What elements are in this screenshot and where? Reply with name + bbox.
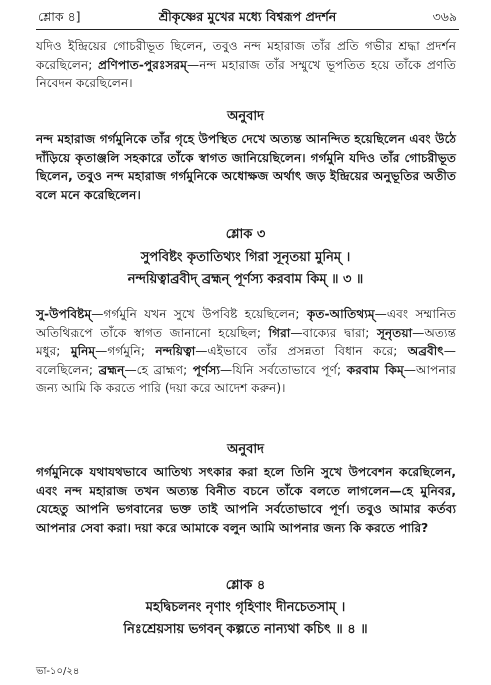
translation-paragraph-2: গর্গমুনিকে যথাযথভাবে আতিথ্য সৎকার করা হলে তিনি সুখে উপবেশন করেছিলেন, এবং নন্দ মহারাজ তখন অত্যন্ত বিনীত বচনে তাঁকে বলতে লাগলেন—হে মুনিবর, যেহেতু আপনি ভগবানের ভক্ত তাই আপনি সর্বতোভাবে পূর্ণ। তবুও আমার কর্তব্য আপনার সেবা করা। দয়া করে আমাকে বলুন আমি আপনার জন্য কি করতে পারি? — [36, 465, 456, 535]
running-header — [38, 9, 457, 31]
verse-4-line-2: নিঃশ্রেয়সায় ভগবন্ কল্পতে নান্যথা কচিৎ ॥ ৪ ॥ — [123, 622, 368, 637]
synonym-meaning: —অত্যন্ত মধুর; — [36, 325, 456, 358]
synonym-word: গিরা — [268, 325, 291, 340]
synonym-word: নন্দয়িত্বা — [155, 344, 196, 358]
verse-3-line-1: সুপবিষ্টং কৃতাতিথ্যং গিরা সূনৃতয়া মুনিম্ । — [140, 250, 351, 265]
purport-paragraph — [36, 37, 456, 93]
verse-4-heading: শ্লোক ৪ — [225, 578, 266, 593]
synonym-word: করবাম কিম্ — [346, 362, 404, 377]
header-verse-ref: শ্লোক ৪] — [38, 9, 81, 24]
synonym-meaning: —বাক্যের দ্বারা; — [290, 325, 377, 340]
translation-heading-2: অনুবাদ — [227, 442, 264, 457]
purport-bold-term: প্রণিপাত-পুরঃসরম্ — [98, 57, 187, 72]
synonym-word: সূনৃতয়া — [376, 325, 413, 340]
synonym-word: ব্রহ্মন্ — [98, 362, 125, 377]
translation-heading-1: অনুবাদ — [227, 109, 264, 124]
verse-3-line-2: নন্দয়িত্বাব্রবীদ্ ব্রহ্মন্ পূর্ণস্য করবাম কিম্ ॥ ৩ ॥ — [127, 272, 364, 287]
header-page-number: ৩৬৯ — [432, 9, 457, 24]
verse-3-heading: শ্লোক ৩ — [225, 227, 266, 242]
purport-text-2: —নন্দ মহারাজ তাঁর সম্মুখে ভূপতিত হয়ে তাঁকে প্রণতি নিবেদন করেছিলেন। — [36, 57, 456, 90]
synonym-word: পূর্ণস্য — [192, 362, 221, 377]
synonym-meaning: —আপনার জন্য আমি কি করতে পারি (দয়া করে আদেশ করুন)। — [36, 362, 456, 395]
synonym-word: কৃত-আতিথ্যম্ — [306, 307, 375, 321]
header-chapter-title: শ্রীকৃষ্ণের মুখের মধ্যে বিশ্বরূপ প্রদর্শন — [158, 9, 337, 24]
synonym-meaning: —যিনি সর্বতোভাবে পূর্ণ; — [220, 362, 347, 377]
synonym-meaning: —বলেছিলেন; — [36, 344, 456, 377]
synonyms-paragraph — [36, 305, 456, 398]
verse-4-line-1: মহদ্বিচলনং নৃণাং গৃহিণাং দীনচেতসাম্ । — [145, 600, 346, 615]
header-rule — [36, 29, 459, 30]
translation-paragraph-1: নন্দ মহারাজ গর্গমুনিকে তাঁর গৃহে উপস্থিত দেখে অত্যন্ত আনন্দিত হয়েছিলেন এবং উঠে দাঁড়িয়ে কৃতাঞ্জলি সহকারে তাঁকে স্বাগত জানিয়েছিলেন। গর্গমুনি যদিও তাঁর গোচরীভূত ছিলেন, তবুও নন্দ মহারাজ গর্গমুনিকে অধোক্ষজ অর্থাৎ জড় ইন্দ্রিয়ের অনুভূতির অতীত বলে মনে করেছিলেন। — [36, 132, 456, 202]
synonym-meaning: —গর্গমুনি যখন সুখে উপবিষ্ট হয়েছিলেন; — [91, 307, 307, 321]
purport-text-1: যদিও ইন্দ্রিয়ের গোচরীভূত ছিলেন, তবুও নন্দ মহারাজ তাঁর প্রতি গভীর শ্রদ্ধা প্রদর্শন করেছিলেন; — [36, 39, 456, 72]
synonym-word: মুনিম্ — [70, 344, 96, 358]
synonym-meaning: —এবং সম্মানিত অতিথিরূপে তাঁকে স্বাগত জানানো হয়েছিল; — [36, 307, 456, 340]
synonym-meaning: —এইভাবে তাঁর প্রসন্নতা বিধান করে; — [195, 344, 408, 358]
synonym-meaning: —হে ব্রাহ্মণ; — [124, 362, 193, 377]
synonym-word: সু-উপবিষ্টম্ — [36, 307, 92, 321]
footer-signature: ভা-১০/২৪ — [36, 666, 80, 677]
synonym-meaning: —গর্গমুনি; — [95, 344, 156, 358]
synonym-word: অব্রবীৎ — [407, 344, 444, 358]
